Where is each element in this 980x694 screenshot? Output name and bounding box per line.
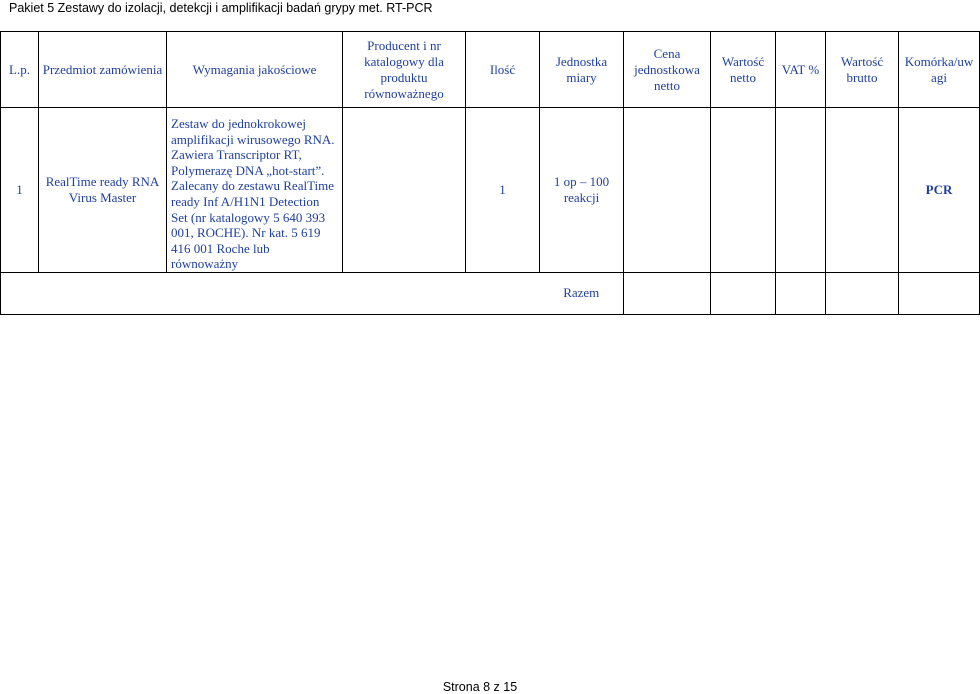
summary-vat bbox=[776, 272, 826, 314]
summary-label: Razem bbox=[540, 272, 624, 314]
cell-ilosc: 1 bbox=[466, 108, 540, 273]
header-producent: Producent i nr katalogowy dla produktu równoważnego bbox=[343, 32, 466, 108]
summary-empty-przedmiot bbox=[39, 272, 167, 314]
header-wartosc-brutto: Wartość brutto bbox=[826, 32, 899, 108]
summary-wartosc-brutto bbox=[826, 272, 899, 314]
summary-wartosc-netto bbox=[711, 272, 776, 314]
cell-wartosc-brutto bbox=[826, 108, 899, 273]
summary-empty-lp bbox=[1, 272, 39, 314]
cell-jednostka: 1 op – 100 reakcji bbox=[540, 108, 624, 273]
document-title: Pakiet 5 Zestawy do izolacji, detekcji i amplifikacji badań grypy met. RT-PCR bbox=[9, 1, 433, 15]
summary-cena bbox=[624, 272, 711, 314]
cell-przedmiot: RealTime ready RNA Virus Master bbox=[39, 108, 167, 273]
cell-komorka: PCR bbox=[899, 108, 980, 273]
header-wymagania: Wymagania jakościowe bbox=[167, 32, 343, 108]
header-cena: Cena jednostkowa netto bbox=[624, 32, 711, 108]
header-przedmiot: Przedmiot zamówienia bbox=[39, 32, 167, 108]
header-lp: L.p. bbox=[1, 32, 39, 108]
page-footer: Strona 8 z 15 bbox=[442, 680, 518, 694]
summary-komorka bbox=[899, 272, 980, 314]
header-komorka: Komórka/uw agi bbox=[899, 32, 980, 108]
cell-lp: 1 bbox=[1, 108, 39, 273]
table-row bbox=[1, 108, 980, 273]
cell-wymagania: Zestaw do jednokrokowej amplifikacji wirusowego RNA. Zawiera Transcriptor RT, Polymerazę DNA „hot-start”. Zalecany do zestawu RealTime ready Inf A/H1N1 Detection Set (nr katalogowy 5 640 393 001, ROCHE). Nr kat. 5 619 416 001 Roche lub równoważny bbox=[167, 108, 343, 273]
summary-empty-producent bbox=[343, 272, 466, 314]
header-jednostka: Jednostka miary bbox=[540, 32, 624, 108]
header-vat: VAT % bbox=[776, 32, 826, 108]
summary-row bbox=[1, 272, 980, 314]
cell-vat bbox=[776, 108, 826, 273]
cell-wartosc-netto bbox=[711, 108, 776, 273]
cell-producent bbox=[343, 108, 466, 273]
cell-cena bbox=[624, 108, 711, 273]
specification-table bbox=[0, 31, 980, 315]
header-ilosc: Ilość bbox=[466, 32, 540, 108]
table-header-row bbox=[1, 32, 980, 108]
header-wartosc-netto: Wartość netto bbox=[711, 32, 776, 108]
summary-empty-wymagania bbox=[167, 272, 343, 314]
summary-empty-ilosc bbox=[466, 272, 540, 314]
